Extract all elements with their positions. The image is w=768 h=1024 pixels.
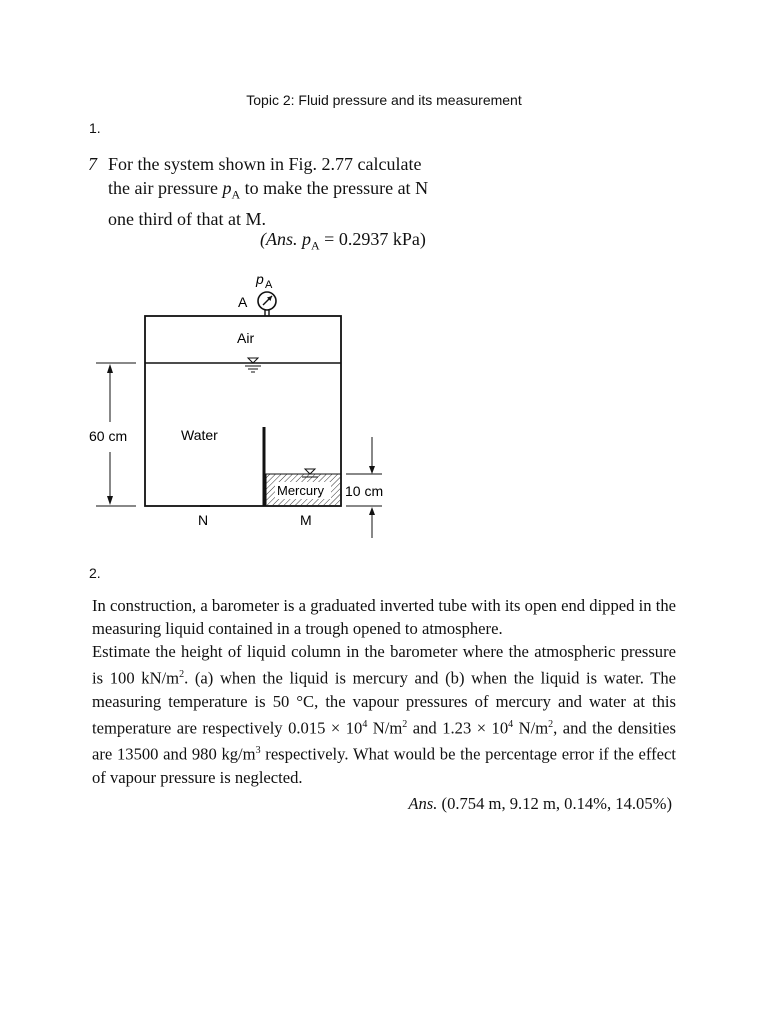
superscript: 2 — [548, 718, 554, 730]
height-label-10cm: 10 cm — [345, 483, 384, 499]
answer-value: = 0.2937 kPa) — [319, 229, 426, 249]
question-2 — [92, 594, 676, 789]
pressure-subscript: A — [311, 238, 320, 253]
question-number-2: 2. — [89, 565, 101, 581]
pressure-symbol: p — [222, 178, 232, 198]
water-label: Water — [181, 427, 218, 443]
text-fragment: N/m — [513, 718, 549, 738]
text-fragment: and 1.23 × 10 — [407, 718, 509, 738]
text-fragment: N/m — [367, 718, 403, 738]
page-title: Topic 2: Fluid pressure and its measurement — [246, 92, 522, 108]
superscript: 4 — [362, 718, 368, 730]
pressure-symbol: p — [302, 229, 311, 249]
question-number-1: 1. — [89, 120, 101, 136]
point-m-label: M — [300, 512, 312, 528]
gauge-label-subscript: A — [265, 279, 273, 291]
air-label: Air — [237, 330, 255, 346]
answer-1 — [260, 229, 426, 254]
text-fragment: the air pressure — [108, 178, 223, 198]
question-1-line: one third of that at M. — [108, 208, 266, 229]
height-label-60cm: 60 cm — [89, 428, 128, 444]
pressure-gauge-icon — [258, 292, 276, 316]
text-fragment: to make the pressure at N — [240, 178, 429, 198]
superscript: 4 — [508, 718, 514, 730]
answer-prefix: (Ans. — [260, 229, 302, 249]
point-n-label: N — [198, 512, 209, 528]
question-1-text — [108, 152, 448, 231]
superscript: 3 — [255, 745, 261, 757]
question-1-line: For the system shown in Fig. 2.77 calculate — [108, 154, 422, 174]
gauge-label: p — [256, 271, 264, 287]
text-fragment: , and the densities are 13500 and 980 kg/m — [92, 718, 676, 764]
text-fragment: respectively. What would be the percentage error if the effect of vapour pressure is neglected. — [92, 744, 677, 787]
answer-2 — [0, 794, 672, 814]
question-2-paragraph: In construction, a barometer is a graduated inverted tube with its open end dipped in the measuring liquid contained in a trough opened to atmosphere. — [92, 596, 676, 638]
question-2-paragraph — [92, 640, 676, 789]
text-fragment: . (a) when the liquid is mercury and (b) when the liquid is water. The measuring temperature is 50 °C, the vapour pressures of mercury and water at this temperature are respectively 0.015 × 10 — [92, 668, 676, 738]
pressure-subscript: A — [231, 187, 241, 202]
superscript: 2 — [179, 669, 185, 680]
answer-value: (0.754 m, 9.12 m, 0.14%, 14.05%) — [437, 794, 672, 813]
free-surface-icon — [245, 358, 261, 372]
fluid-system-figure — [80, 262, 400, 542]
point-a-label: A — [238, 294, 248, 310]
superscript: 2 — [402, 718, 408, 730]
answer-label: Ans. — [408, 794, 438, 813]
question-1-line — [108, 176, 448, 207]
question-lead-number: 7 — [88, 154, 97, 174]
mercury-label: Mercury — [277, 483, 324, 498]
text-fragment: Estimate the height of liquid column in the barometer where the atmospheric pressure is 100 kN/m — [92, 642, 676, 688]
